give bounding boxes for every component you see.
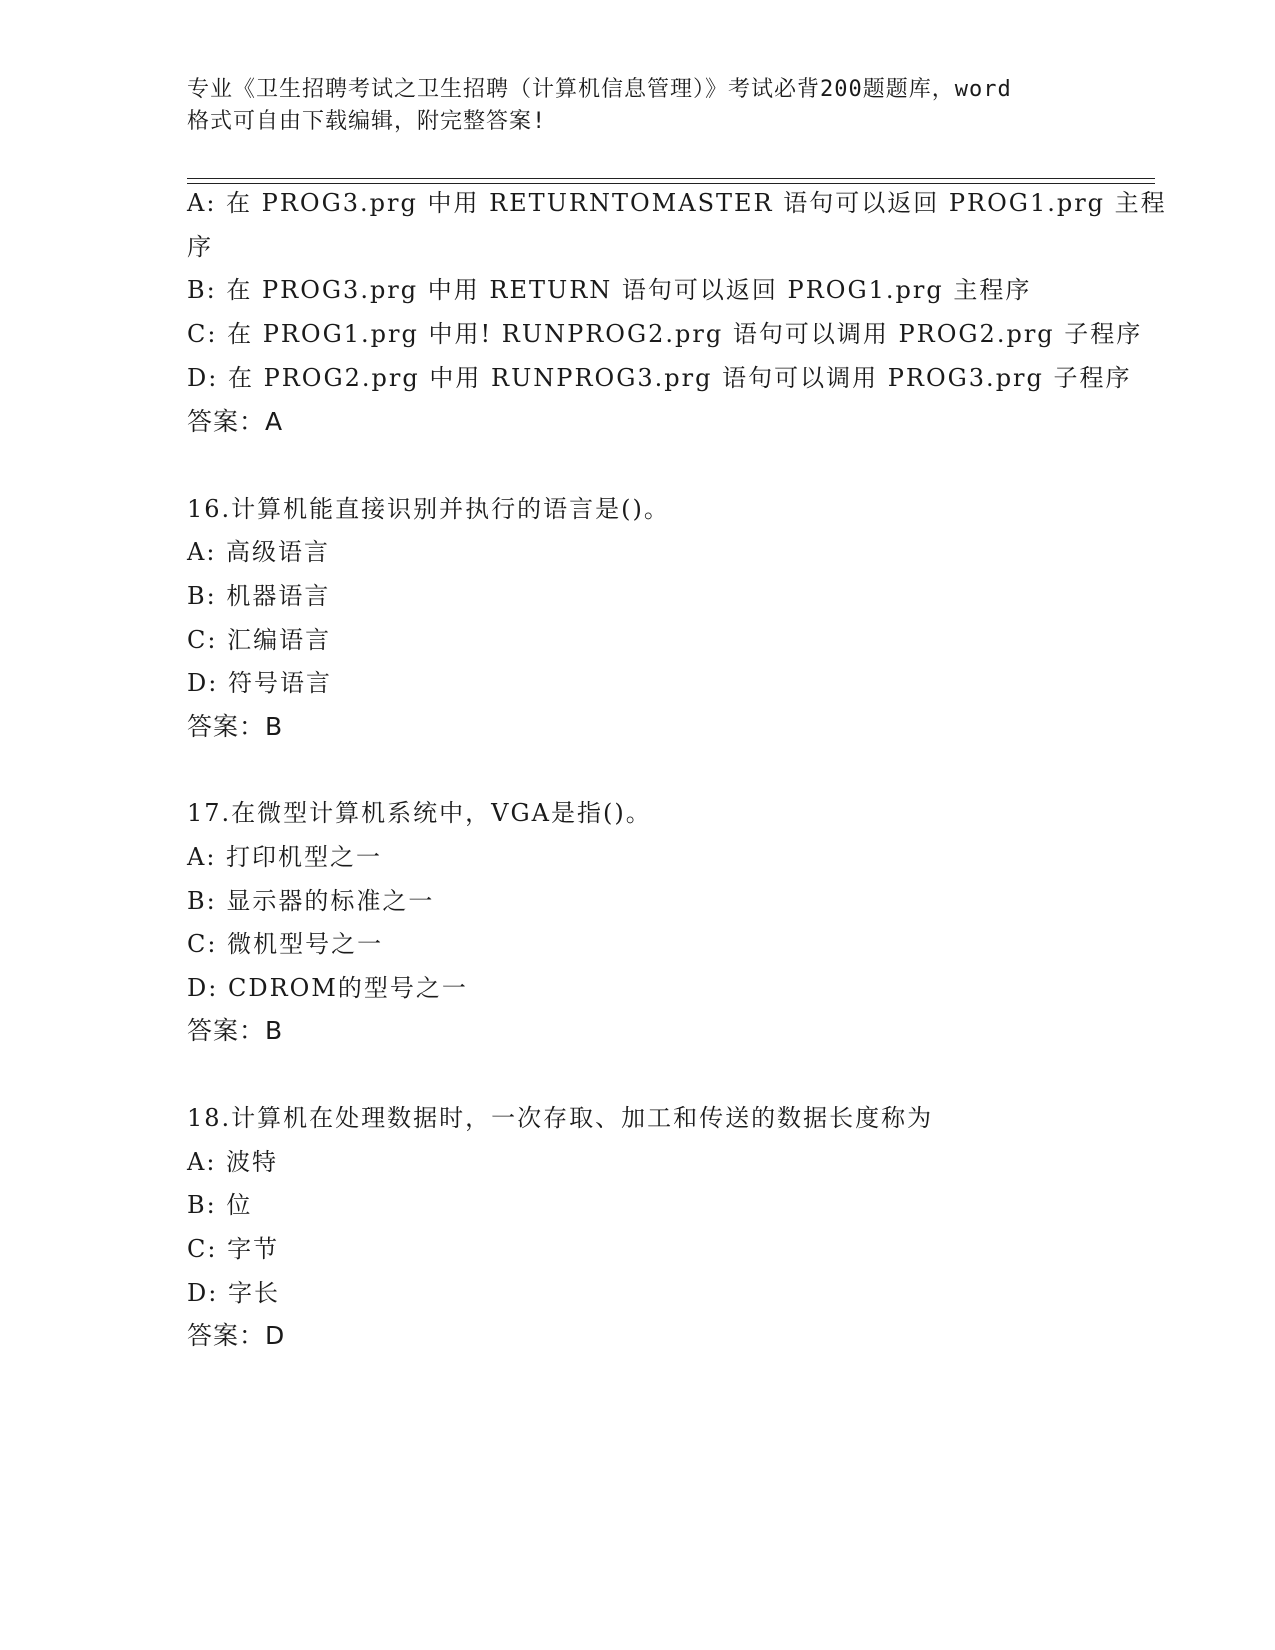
q15-option-a: A: 在 PROG3.prg 中用 RETURNTOMASTER 语句可以返回 PROG1.prg 主程 xyxy=(187,189,1167,217)
q16-option-b: B: 机器语言 xyxy=(187,582,331,610)
q16-question: 16.计算机能直接识别并执行的语言是()。 xyxy=(187,495,670,523)
q15-option-b: B: 在 PROG3.prg 中用 RETURN 语句可以返回 PROG1.prg 主程序 xyxy=(187,276,1032,304)
q18-option-c: C: 字节 xyxy=(187,1235,280,1263)
q18-option-d: D: 字长 xyxy=(187,1279,280,1307)
q17-option-c: C: 微机型号之一 xyxy=(187,930,384,958)
q15-option-a-wrap: 序 xyxy=(187,233,213,261)
q16-option-c: C: 汇编语言 xyxy=(187,626,332,654)
q15-answer: 答案：A xyxy=(187,407,284,436)
q18-answer: 答案：D xyxy=(187,1321,286,1350)
header-line-1: 专业《卫生招聘考试之卫生招聘（计算机信息管理）》考试必背200题题库，word xyxy=(187,77,1012,102)
q17-question: 17.在微型计算机系统中，VGA是指()。 xyxy=(187,799,652,827)
q18-option-b: B: 位 xyxy=(187,1191,253,1219)
header-divider-top xyxy=(187,178,1155,179)
q18-option-a: A: 波特 xyxy=(187,1148,279,1176)
q16-option-d: D: 符号语言 xyxy=(187,669,332,697)
header-line-2: 格式可自由下载编辑，附完整答案! xyxy=(187,109,547,134)
q16-option-a: A: 高级语言 xyxy=(187,538,331,566)
q16-answer: 答案：B xyxy=(187,712,284,741)
q15-option-d: D: 在 PROG2.prg 中用 RUNPROG3.prg 语句可以调用 PROG3.prg 子程序 xyxy=(187,364,1132,392)
q18-question: 18.计算机在处理数据时，一次存取、加工和传送的数据长度称为 xyxy=(187,1104,934,1132)
document-header xyxy=(187,74,1087,138)
q15-option-c: C: 在 PROG1.prg 中用! RUNPROG2.prg 语句可以调用 PROG2.prg 子程序 xyxy=(187,320,1143,348)
q17-answer: 答案：B xyxy=(187,1016,284,1045)
q17-option-b: B: 显示器的标准之一 xyxy=(187,887,435,915)
q17-option-a: A: 打印机型之一 xyxy=(187,843,383,871)
header-divider-bottom xyxy=(187,183,1155,184)
q17-option-d: D: CDROM的型号之一 xyxy=(187,974,468,1002)
